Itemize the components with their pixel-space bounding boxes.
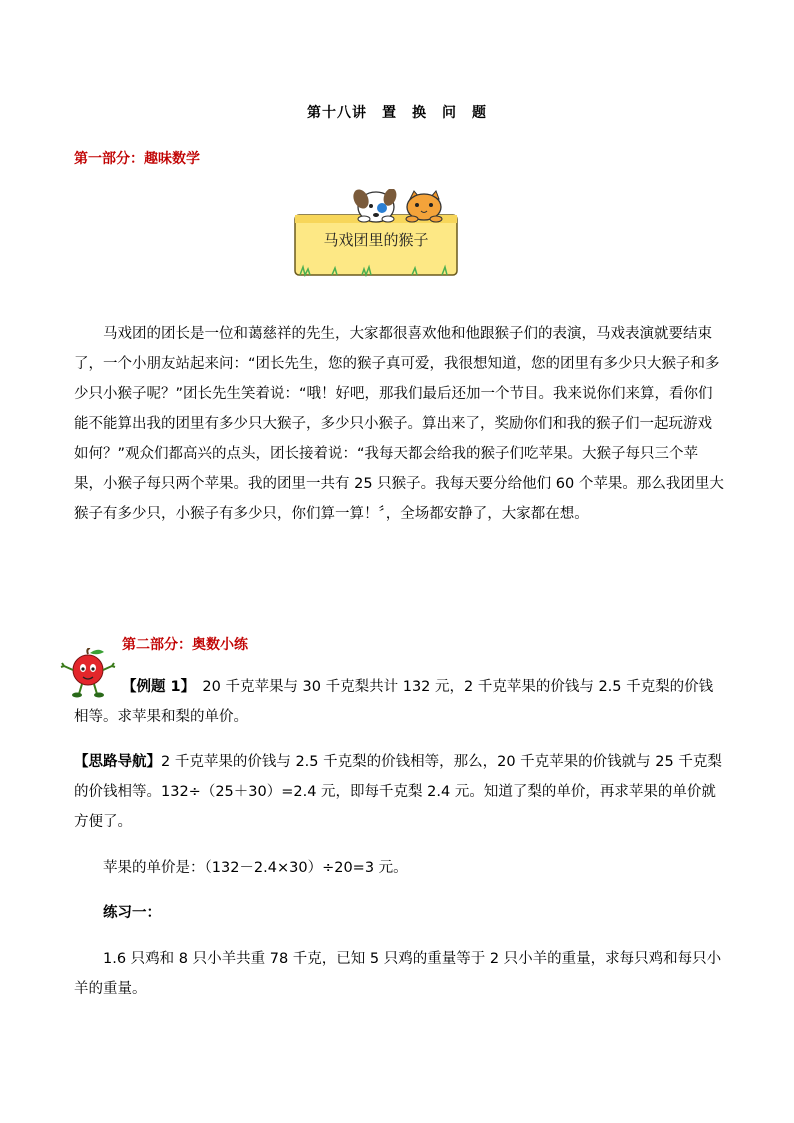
example-label: 【例题 1】 [122,679,188,695]
part2-heading: 第二部分：奥数小练 [122,637,248,653]
guide-paragraph [74,747,724,837]
guide-label: 【思路导航】 [74,754,161,770]
exercise-heading: 练习一： [103,905,161,921]
guide-text: 2 千克苹果的价钱与 2.5 千克梨的价钱相等，那么，20 千克苹果的价钱就与 25 千克梨的价钱相等。132÷（25＋30）=2.4 元，即每千克梨 2.4 元。知道了梨的单价，再求苹果的单价就方便了。 [74,754,722,830]
banner-illustration [292,189,460,277]
story-paragraph: 马戏团的团长是一位和蔼慈祥的先生，大家都很喜欢他和他跟猴子们的表演，马戏表演就要结束了，一个小朋友站起来问：“团长先生，您的猴子真可爱，我很想知道，您的团里有多少只大猴子和多少只小猴子呢？”团长先生笑着说：“哦！好吧，那我们最后还加一个节目。我来说你们来算，看你们能不能算出我的团里有多少只大猴子，多少只小猴子。算出来了，奖励你们和我的猴子们一起玩游戏如何？”观众们都高兴的点头，团长接着说：“我每天都会给我的猴子们吃苹果。大猴子每只三个苹果，小猴子每只两个苹果。我的团里一共有 25 只猴子。我每天要分给他们 60 个苹果。那么我团里大猴子有多少只，小猴子有多少只，你们算一算！〞，全场都安静了，大家都在想。 [74,326,724,522]
page-title: 第十八讲 置 换 问 题 [307,105,487,121]
banner-label: 马戏团里的猴子 [323,231,429,249]
example-text: 20 千克苹果与 30 千克梨共计 132 元，2 千克苹果的价钱与 2.5 千克梨的价钱相等。求苹果和梨的单价。 [74,679,714,725]
exercise-1: 1.6 只鸡和 8 只小羊共重 78 千克，已知 5 只鸡的重量等于 2 只小羊的重量，求每只鸡和每只小羊的重量。 [74,951,722,997]
example-1 [74,672,724,732]
cat-icon [406,191,442,222]
part1-heading: 第一部分：趣味数学 [74,151,200,167]
apple-price-line: 苹果的单价是：（132－2.4×30）÷20=3 元。 [103,860,408,876]
